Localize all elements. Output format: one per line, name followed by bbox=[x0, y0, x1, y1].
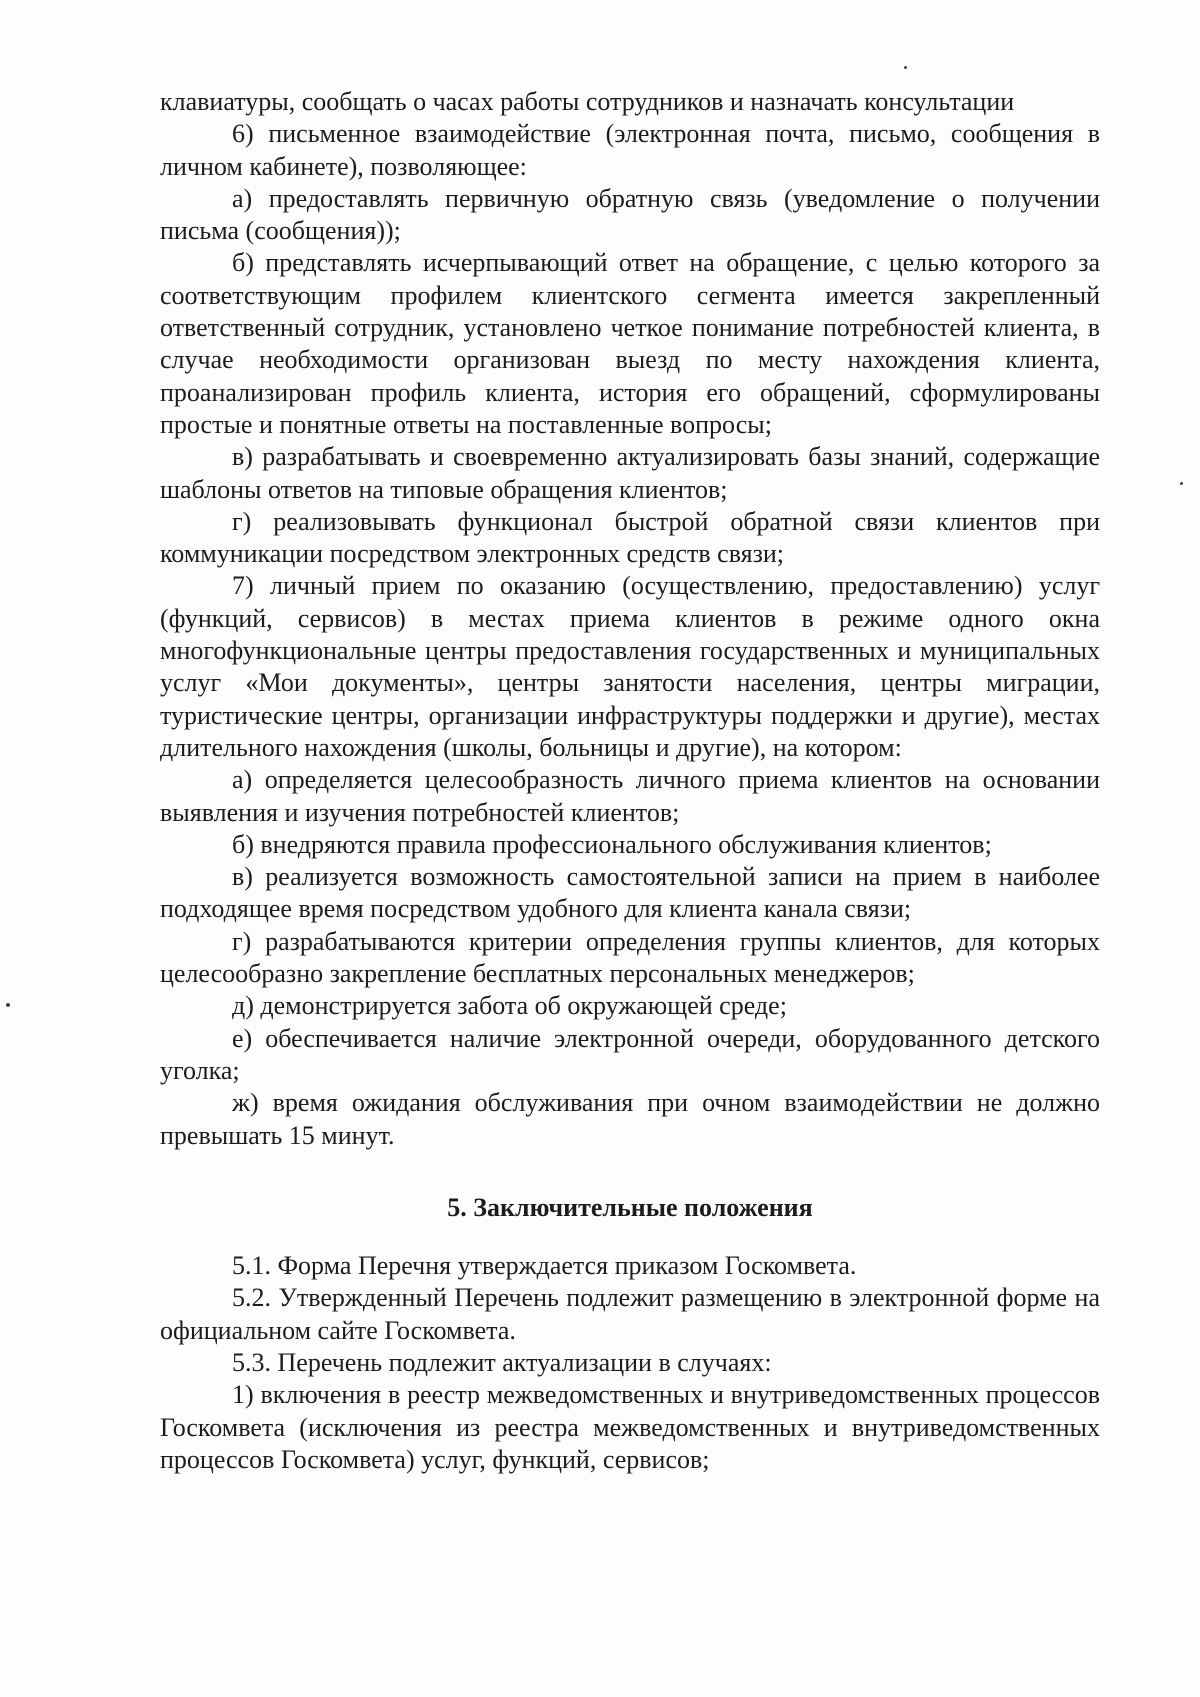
scan-speck bbox=[904, 66, 907, 69]
section-paragraph: 5.2. Утвержденный Перечень подлежит размещению в электронной форме на официальном сайте Госкомвета. bbox=[160, 1283, 1100, 1345]
paragraph: в) разрабатывать и своевременно актуализировать базы знаний, содержащие шаблоны ответов на типовые обращения клиентов; bbox=[160, 442, 1100, 504]
paragraph: в) реализуется возможность самостоятельной записи на прием в наиболее подходящее время посредством удобного для клиента канала связи; bbox=[160, 862, 1100, 924]
section-paragraph: 5.3. Перечень подлежит актуализации в случаях: bbox=[232, 1347, 772, 1377]
section-heading: 5. Заключительные положения bbox=[447, 1192, 813, 1222]
section-paragraph: 1) включения в реестр межведомственных и внутриведомственных процессов Госкомвета (исключения из реестра межведомственных и внутриведомственных процессов Госкомвета) услуг, функций, сервисов; bbox=[160, 1380, 1100, 1474]
paragraph: б) представлять исчерпывающий ответ на обращение, с целью которого за соответствующим профилем клиентского сегмента имеется закрепленный ответственный сотрудник, установлено четкое понимание потребностей клиента, в случае необходимости организован выезд по месту нахождения клиента, проанализирован профиль клиента, история его обращений, сформулированы простые и понятные ответы на поставленные вопросы; bbox=[160, 248, 1100, 439]
paragraph: б) внедряются правила профессионального обслуживания клиентов; bbox=[232, 829, 992, 859]
paragraph: а) предоставлять первичную обратную связь (уведомление о получении письма (сообщения)); bbox=[160, 183, 1100, 246]
paragraph: е) обеспечивается наличие электронной очереди, оборудованного детского уголка; bbox=[160, 1023, 1100, 1085]
paragraph: ж) время ожидания обслуживания при очном взаимодействии не должно превышать 15 минут. bbox=[160, 1088, 1100, 1150]
paragraph: клавиатуры, сообщать о часах работы сотрудников и назначать консультации bbox=[160, 87, 1015, 116]
scan-speck bbox=[6, 1003, 10, 1007]
paragraph: г) реализовывать функционал быстрой обратной связи клиентов при коммуникации посредством электронных средств связи; bbox=[160, 506, 1100, 569]
section-paragraph: 5.1. Форма Перечня утверждается приказом Госкомвета. bbox=[232, 1251, 857, 1281]
paragraph: г) разрабатываются критерии определения группы клиентов, для которых целесообразно закрепление бесплатных персональных менеджеров; bbox=[160, 926, 1100, 989]
paragraph: 7) личный прием по оказанию (осуществлению, предоставлению) услуг (функций, сервисов) в местах приема клиентов в режиме одного окна многофункциональные центры предоставления государственных и муниципальных услуг «Мои документы», центры занятости населения, центры миграции, туристические центры, организации инфраструктуры поддержки и другие), местах длительного нахождения (школы, больницы и другие), на котором: bbox=[160, 571, 1100, 762]
paragraph: 6) письменное взаимодействие (электронная почта, письмо, сообщения в личном кабинете), позволяющее: bbox=[160, 119, 1100, 181]
paragraph: а) определяется целесообразность личного приема клиентов на основании выявления и изучения потребностей клиентов; bbox=[160, 765, 1100, 827]
scan-speck bbox=[1180, 482, 1183, 485]
paragraph: д) демонстрируется забота об окружающей среде; bbox=[232, 991, 787, 1021]
